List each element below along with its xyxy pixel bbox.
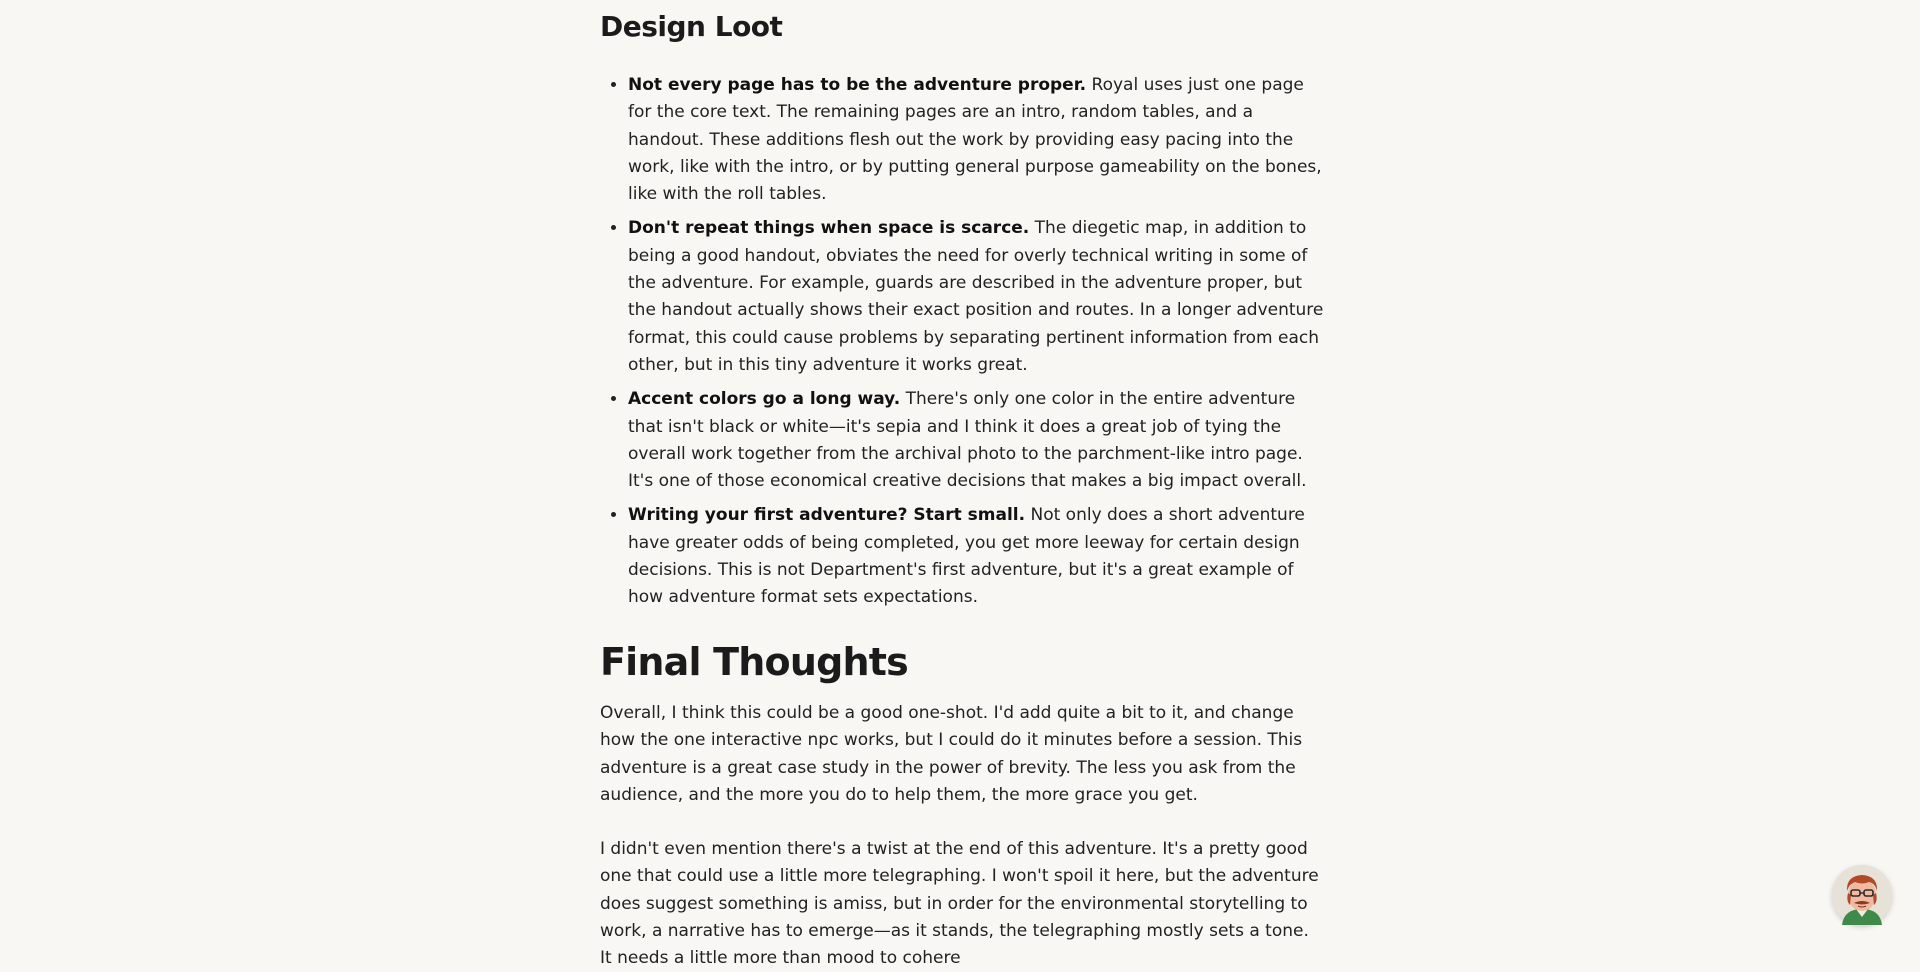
list-item (628, 72, 1325, 208)
final-thoughts-paragraph: Overall, I think this could be a good one-shot. I'd add quite a bit to it, and change how the one interactive npc works, but I could do it minutes before a session. This adventure is a great case study in the power of brevity. The less you ask from the audience, and the more you do to help them, the more grace you get. (600, 703, 1303, 805)
list-item (628, 215, 1325, 379)
list-item (628, 386, 1325, 495)
final-thoughts-paragraph: I didn't even mention there's a twist at the end of this adventure. It's a pretty good one that could use a little more telegraphing. I won't spoil it here, but the adventure does suggest something is amiss, but in order for the environmental storytelling to work, a narrative has to emerge—as it stands, the telegraphing mostly sets a tone. It needs a little more than mood to cohere (600, 839, 1319, 969)
list-item-text: Royal uses just one page for the core text. The remaining pages are an intro, random tables, and a handout. These additions flesh out the work by providing easy pacing into the work, like with the intro, or by putting general purpose gameability on the bones, like with the roll tables. (628, 75, 1322, 205)
design-loot-heading: Design Loot (600, 10, 783, 43)
design-loot-list (600, 72, 1325, 619)
author-avatar-button[interactable] (1832, 865, 1892, 925)
list-item-text: The diegetic map, in addition to being a good handout, obviates the need for overly technical writing in some of the adventure. For example, guards are described in the adventure proper, but the handout actually shows their exact position and routes. In a longer adventure format, this could cause problems by separating pertinent information from each other, but in this tiny adventure it works great. (628, 218, 1324, 375)
list-item-lead: Accent colors go a long way. (628, 389, 901, 410)
final-thoughts-heading: Final Thoughts (600, 640, 908, 684)
author-avatar-icon (1832, 865, 1892, 925)
list-item-text: Not only does a short adventure have greater odds of being completed, you get more leeway for certain design decisions. This is not Department's first adventure, but it's a great example of how adventure format sets expectations. (628, 505, 1305, 608)
list-item-lead: Don't repeat things when space is scarce. (628, 218, 1030, 239)
list-item (628, 502, 1325, 611)
list-item-text: There's only one color in the entire adventure that isn't black or white—it's sepia and I think it does a great job of tying the overall work together from the archival photo to the parchment-like intro page. It's one of those economical creative decisions that makes a big impact overall. (628, 389, 1307, 492)
list-item-lead: Writing your first adventure? Start small. (628, 505, 1026, 526)
list-item-lead: Not every page has to be the adventure proper. (628, 75, 1087, 95)
